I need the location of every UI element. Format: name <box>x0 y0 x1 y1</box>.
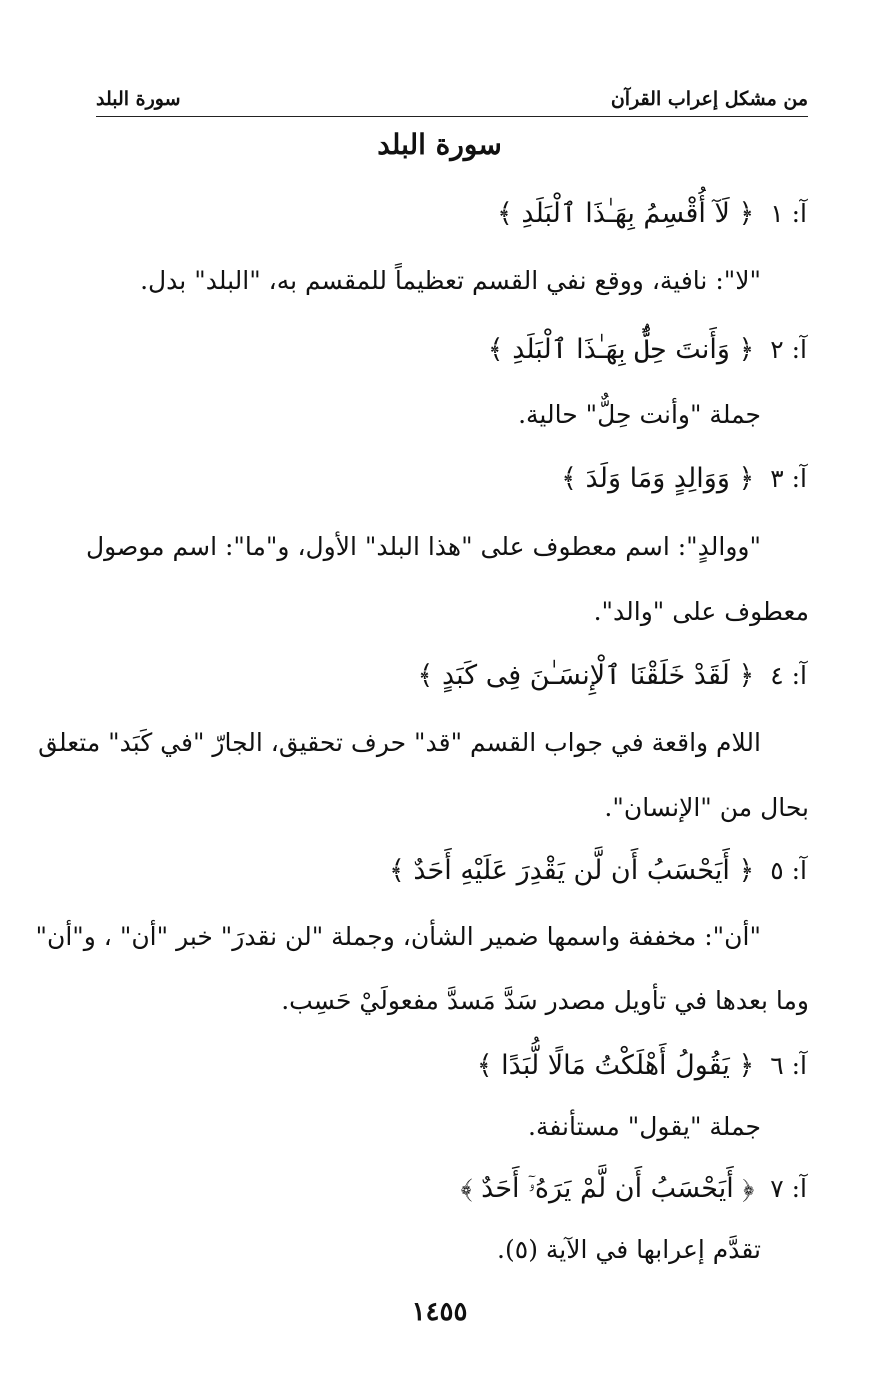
commentary-line: "أن": مخففة واسمها ضمير الشأن، وجملة "لن نقدرَ" خبر "أن" ، و"أن" <box>35 922 761 951</box>
verse-text: ﴿ لَآ أُقْسِمُ بِهَـٰذَا ٱلْبَلَدِ ﴾ <box>497 198 755 229</box>
commentary-line: "لا": نافية، ووقع نفي القسم تعظيماً للمقسم به، "البلد" بدل. <box>140 266 761 295</box>
commentary-line: معطوف على "والد". <box>593 597 809 626</box>
commentary-line: جملة "وأنت حِلٌّ" حالية. <box>518 400 761 429</box>
verse-number: آ: ٥ <box>770 856 807 885</box>
verse-line <box>488 334 807 366</box>
verse-line <box>477 1050 807 1082</box>
commentary-line: جملة "يقول" مستأنفة. <box>528 1112 761 1141</box>
verse-text: ﴿ لَقَدْ خَلَقْنَا ٱلْإِنسَـٰنَ فِى كَبَدٍ ﴾ <box>417 660 755 691</box>
running-surah-name: سورة البلد <box>96 88 181 110</box>
commentary-line: "ووالدٍ": اسم معطوف على "هذا البلد" الأول، و"ما": اسم موصول <box>85 532 761 561</box>
commentary-line: وما بعدها في تأويل مصدر سَدَّ مَسدَّ مفعولَيْ حَسِب. <box>281 986 809 1015</box>
commentary-line: بحال من "الإنسان". <box>604 793 809 822</box>
commentary-line: تقدَّم إعرابها في الآية (٥). <box>497 1235 761 1264</box>
verse-line <box>497 198 807 230</box>
chapter-title: سورة البلد <box>377 128 502 161</box>
verse-text: ﴿ وَأَنتَ حِلٌّۢ بِهَـٰذَا ٱلْبَلَدِ ﴾ <box>487 334 755 365</box>
verse-text: ﴿ أَيَحْسَبُ أَن لَّن يَقْدِرَ عَلَيْهِ أَحَدٌ ﴾ <box>388 855 755 886</box>
verse-number: آ: ٧ <box>770 1174 807 1203</box>
verse-line <box>389 855 807 887</box>
verse-text: ﴿ يَقُولُ أَهْلَكْتُ مَالًا لُّبَدًا ﴾ <box>476 1050 755 1081</box>
book-title: من مشكل إعراب القرآن <box>610 88 808 110</box>
verse-text: ﴿ أَيَحْسَبُ أَن لَّمْ يَرَهُۥٓ أَحَدٌ ﴾ <box>460 1173 755 1204</box>
commentary-line: اللام واقعة في جواب القسم "قد" حرف تحقيق، الجارّ "في كَبَد" متعلق <box>38 728 761 757</box>
running-header <box>96 86 808 117</box>
verse-number: آ: ٦ <box>770 1051 807 1080</box>
page-number: ١٤٥٥ <box>411 1297 468 1327</box>
verse-number: آ: ٣ <box>770 464 807 493</box>
verse-line <box>561 463 807 495</box>
verse-number: آ: ٢ <box>770 335 807 364</box>
verse-number: آ: ٤ <box>770 661 807 690</box>
verse-line <box>461 1173 807 1205</box>
verse-number: آ: ١ <box>770 199 807 228</box>
verse-text: ﴿ وَوَالِدٍ وَمَا وَلَدَ ﴾ <box>561 463 755 494</box>
verse-line <box>418 660 807 692</box>
